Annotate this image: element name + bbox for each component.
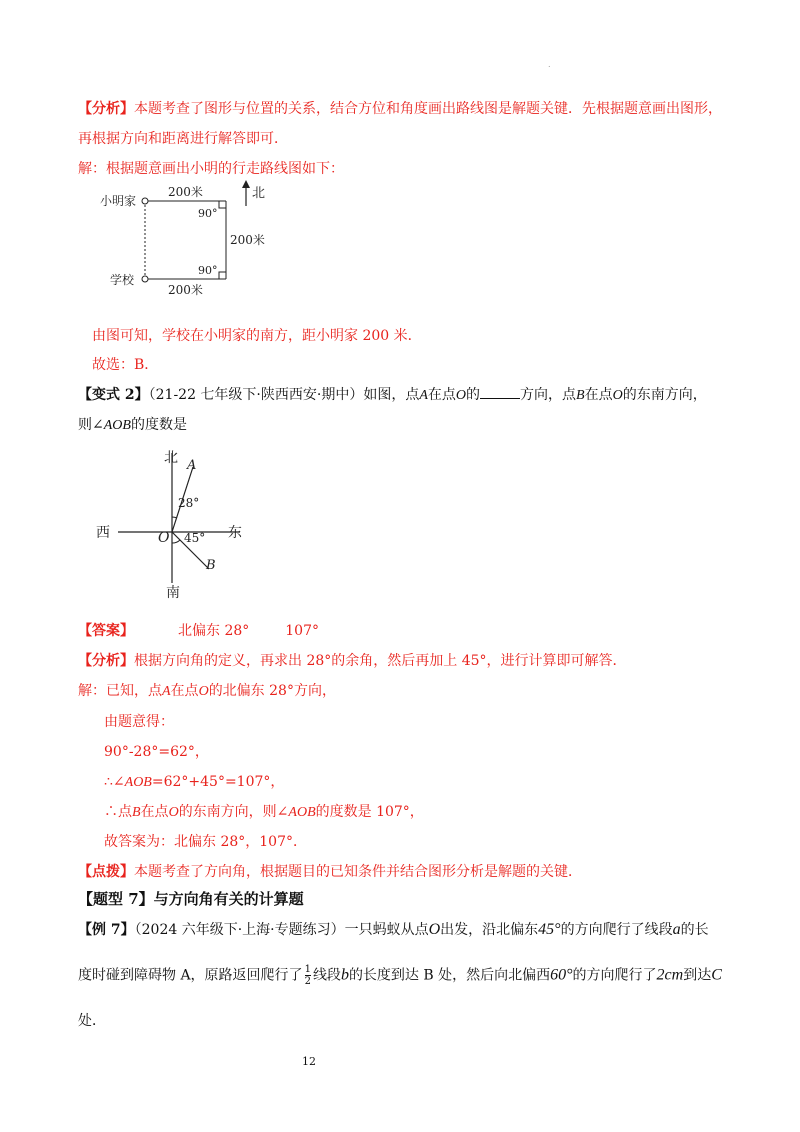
point-o: O xyxy=(168,805,179,820)
point-o: O xyxy=(198,684,209,699)
text-segment: 到达 xyxy=(683,967,712,984)
tip-tag: 【点拨】 xyxy=(78,864,134,880)
angle-value: 45° xyxy=(538,921,561,938)
angle-top-label: 90° xyxy=(198,207,218,220)
text-segment: 的度数是 xyxy=(130,417,187,433)
analysis-1-line-2: 再根据方向和距离进行解答即可． xyxy=(78,131,288,147)
analysis-tag: 【分析】 xyxy=(78,653,134,669)
variant-2-line-2 xyxy=(78,414,187,434)
right-angle-top xyxy=(219,201,226,208)
solution-2-line-4 xyxy=(104,771,284,791)
point-a-label: A xyxy=(187,458,197,473)
tip xyxy=(78,861,582,881)
origin-label: O xyxy=(158,530,170,546)
north-label: 北 xyxy=(252,186,266,201)
text-segment: 在点 xyxy=(584,387,613,403)
example-7-line-1 xyxy=(78,919,709,939)
school-label: 学校 xyxy=(110,273,135,287)
point-o: O xyxy=(612,388,623,403)
solution-1-conclusion: 由图可知，学校在小明家的南方，距小明家 200 米． xyxy=(92,328,422,344)
analysis-1-line-1 xyxy=(78,98,722,118)
point-b: B xyxy=(132,805,141,820)
answer-1: 北偏东 28° xyxy=(178,623,250,639)
text-segment: 的方向爬行了线段 xyxy=(560,922,673,938)
solution-2-line-1 xyxy=(78,680,336,700)
north-label: 北 xyxy=(164,450,178,466)
angle-arc-b xyxy=(172,540,180,543)
answer-tag: 【答案】 xyxy=(78,623,134,639)
text-segment: 出发，沿北偏东 xyxy=(440,922,539,938)
bottom-distance-label: 200米 xyxy=(168,283,203,297)
text-segment: 的方向爬行了 xyxy=(572,967,657,984)
text-segment: 在点 xyxy=(140,804,169,820)
page-number: 12 xyxy=(302,1055,316,1068)
example-7-line-3: 处． xyxy=(78,1013,106,1029)
text-segment: （2024 六年级下·上海·专题练习）一只蚂蚁从点 xyxy=(134,922,429,938)
route-diagram xyxy=(90,176,290,301)
solution-2-line-5 xyxy=(104,801,424,821)
text-segment: =62°+45°=107°， xyxy=(151,774,285,790)
right-distance-label: 200米 xyxy=(230,233,265,247)
text-segment: 的东南方向， xyxy=(622,387,707,403)
text-segment: 方向，点 xyxy=(520,387,577,403)
analysis-tag: 【分析】 xyxy=(78,101,134,117)
home-point xyxy=(142,198,148,204)
east-label: 东 xyxy=(228,525,242,541)
north-arrow-head xyxy=(242,180,250,188)
solution-2-line-3: 90°-28°=62°， xyxy=(104,744,209,760)
fraction xyxy=(305,964,311,987)
text-segment: 在点 xyxy=(427,387,456,403)
variable-b: b xyxy=(340,966,349,984)
angle-bottom-label: 90° xyxy=(198,264,218,277)
text-segment: 在点 xyxy=(170,683,199,699)
angle-value: 60° xyxy=(550,966,573,984)
tip-text: 本题考查了方向角，根据题目的已知条件并结合图形分析是解题的关键． xyxy=(134,864,582,880)
page-mark: . xyxy=(548,60,551,69)
text-segment: 度时碰到障碍物 A，原路返回爬行了 xyxy=(78,967,303,984)
analysis-text: 本题考查了图形与位置的关系，结合方位和角度画出路线图是解题关键．先根据题意画出图形， xyxy=(134,101,722,117)
compass-diagram xyxy=(90,445,260,600)
point-o: O xyxy=(455,388,467,403)
solution-2-line-2: 由题意得： xyxy=(104,714,174,730)
text-segment: 的度数是 107°， xyxy=(315,804,424,820)
text-segment: 则∠ xyxy=(78,417,104,433)
variable-a: a xyxy=(672,921,681,938)
point-a: A xyxy=(162,684,171,699)
point-b-label: B xyxy=(206,558,216,573)
solution-1-intro: 解：根据题意画出小明的行走路线图如下： xyxy=(78,161,344,177)
solution-1-choice: 故选：B． xyxy=(92,357,159,373)
fraction-denominator: 2 xyxy=(304,976,311,987)
angle-name: AOB xyxy=(103,418,131,433)
top-distance-label: 200米 xyxy=(168,185,203,199)
analysis-2 xyxy=(78,650,627,670)
right-angle-bottom xyxy=(219,272,226,279)
text-segment: ∴点 xyxy=(104,804,132,820)
length-value: 2cm xyxy=(656,966,684,984)
answer-2 xyxy=(78,620,319,640)
variant-2-line-1 xyxy=(78,384,707,404)
text-segment: 的东南方向，则∠ xyxy=(178,804,289,820)
angle-a-label: 28° xyxy=(178,496,200,510)
angle-name: AOB xyxy=(124,775,152,790)
text-segment: 线段 xyxy=(312,967,341,984)
school-point xyxy=(142,276,148,282)
text-segment: 解：已知，点 xyxy=(78,683,162,699)
answer-2-value: 107° xyxy=(285,623,319,639)
point-b: B xyxy=(576,388,585,403)
section-7-heading: 【题型 7】与方向角有关的计算题 xyxy=(78,890,304,908)
home-label: 小明家 xyxy=(100,194,137,208)
example-tag: 【例 7】 xyxy=(78,922,135,938)
text-segment: 的长 xyxy=(680,922,709,938)
variant-source: （21-22 七年级下·陕西西安·期中）如图，点 xyxy=(148,387,420,403)
fraction-numerator: 1 xyxy=(304,964,311,975)
example-7-line-2 xyxy=(78,964,722,987)
west-label: 西 xyxy=(96,525,110,541)
variant-tag: 【变式 2】 xyxy=(78,387,149,403)
text-segment: 的 xyxy=(466,387,481,403)
angle-name: AOB xyxy=(288,805,316,820)
angle-b-label: 45° xyxy=(184,531,206,545)
point-c: C xyxy=(711,966,722,984)
solution-2-line-6: 故答案为：北偏东 28°，107°． xyxy=(104,834,307,850)
south-label: 南 xyxy=(166,585,180,600)
analysis-text: 根据方向角的定义，再求出 28°的余角，然后再加上 45°，进行计算即可解答． xyxy=(134,653,627,669)
answer-blank xyxy=(480,386,520,399)
point-a: A xyxy=(419,388,428,403)
text-segment: 的长度到达 B 处，然后向北偏西 xyxy=(348,967,551,984)
text-segment: ∴∠ xyxy=(104,774,125,790)
text-segment: 的北偏东 28°方向， xyxy=(208,683,336,699)
point-o: O xyxy=(428,921,441,938)
